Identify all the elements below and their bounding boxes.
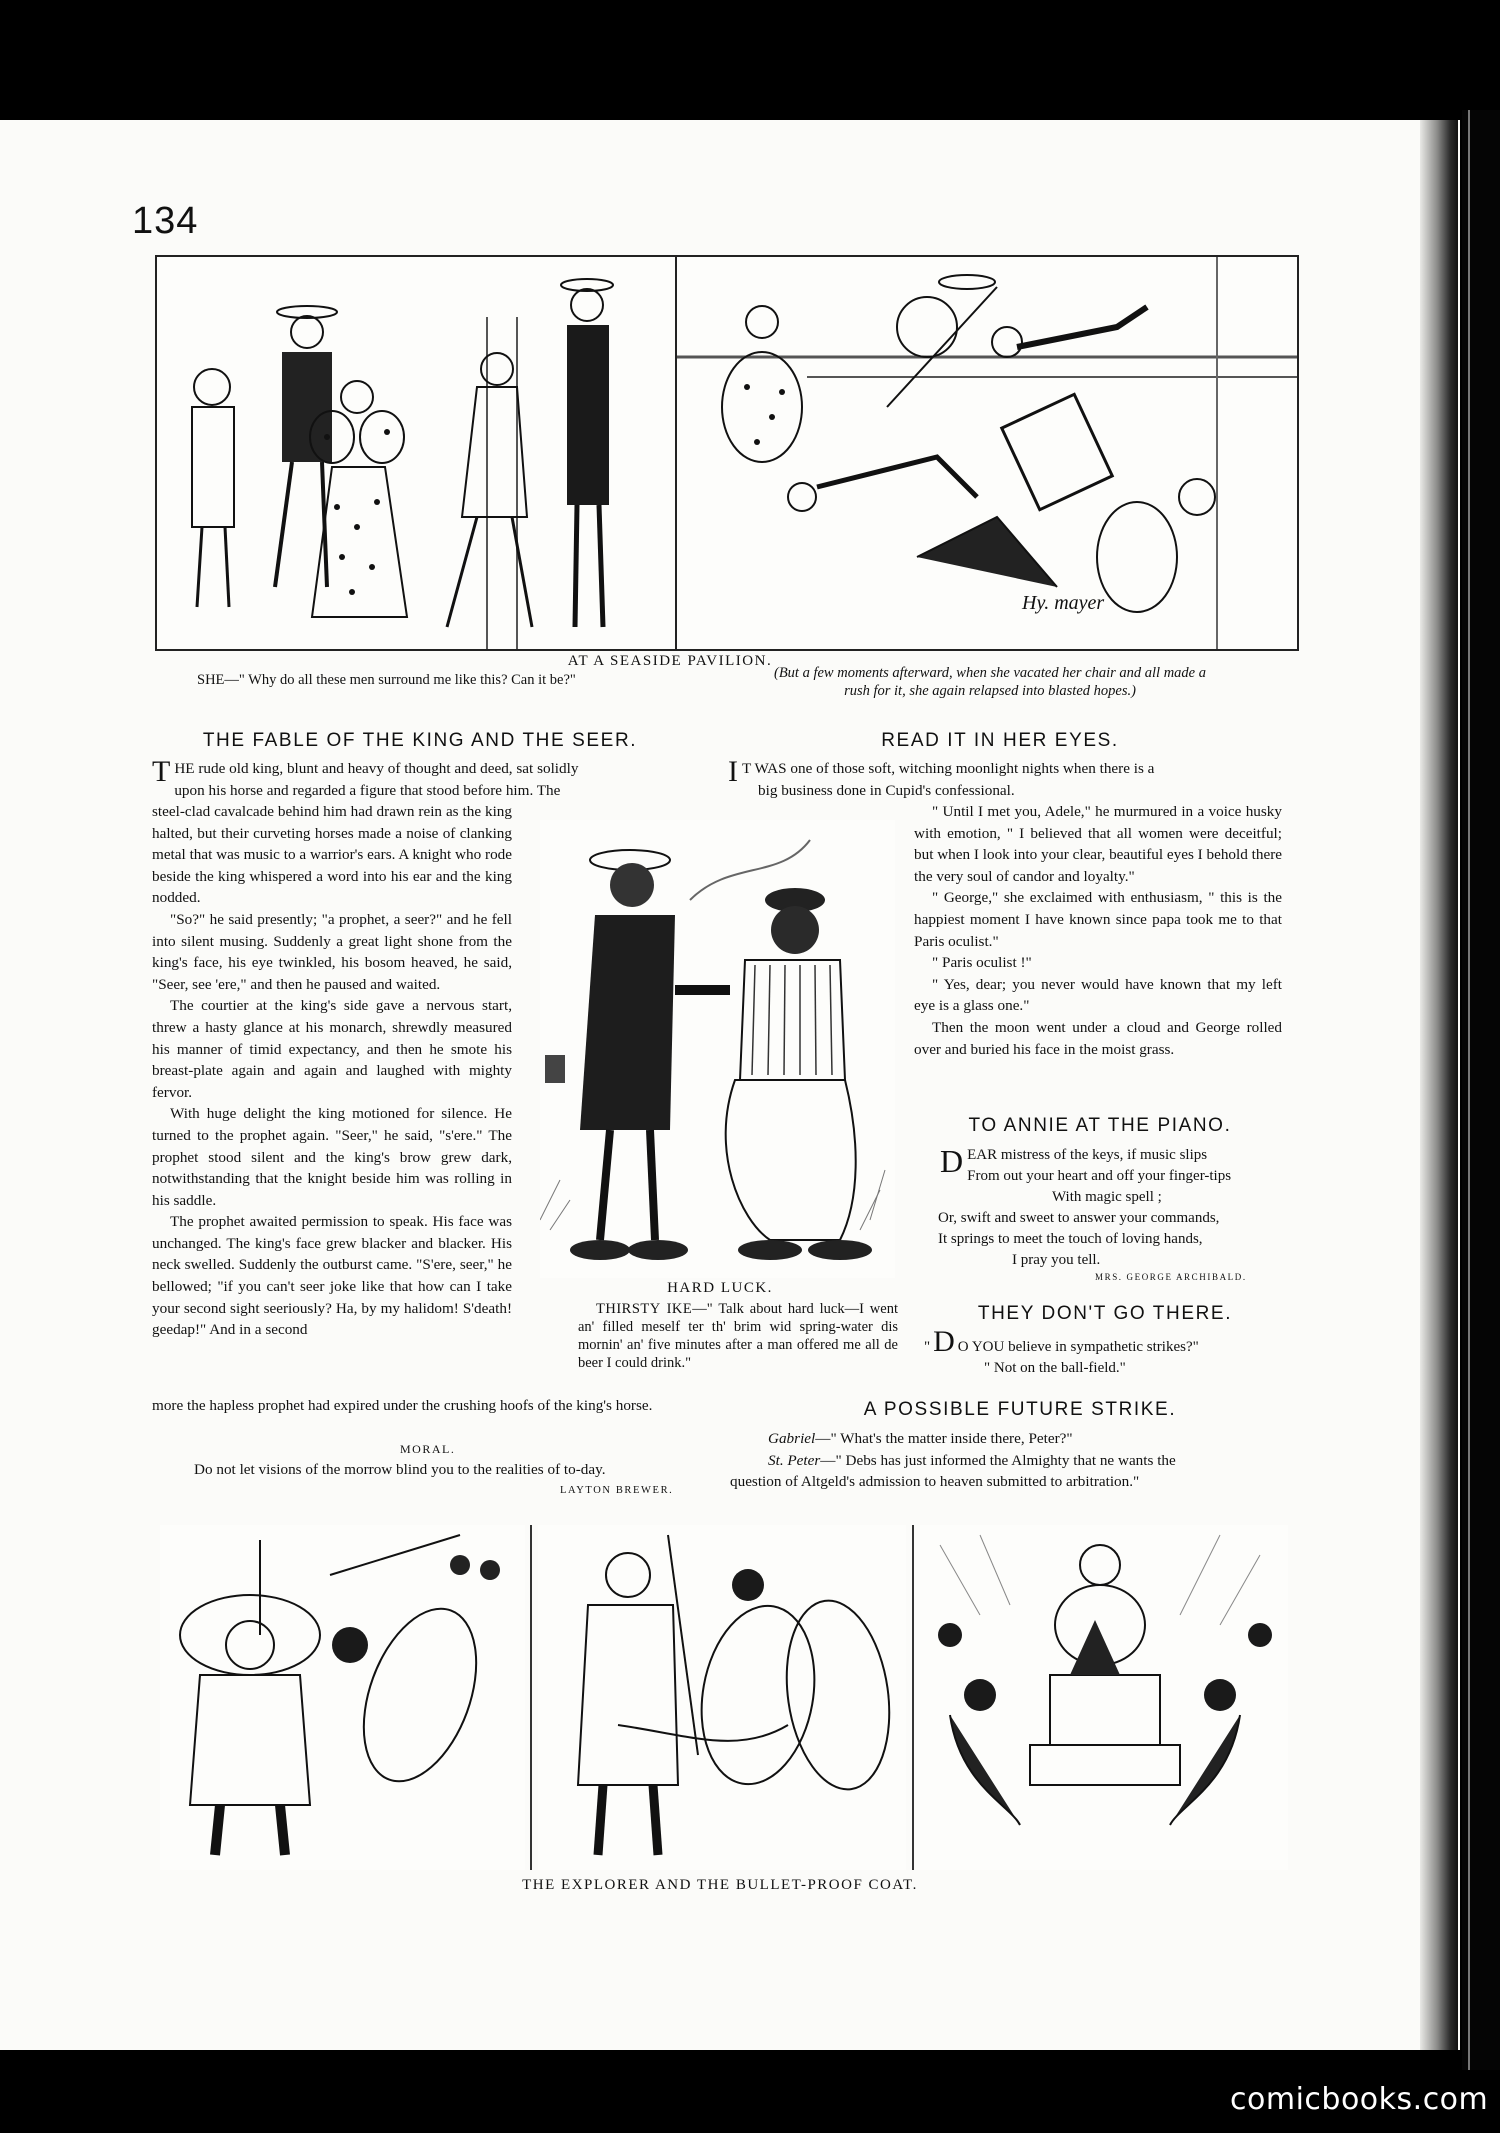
- annie-byline: MRS. GEORGE ARCHIBALD.: [1095, 1272, 1247, 1282]
- annie-line-4: Or, swift and sweet to answer your commands,: [938, 1210, 1220, 1226]
- there-open-quote: ": [924, 1339, 931, 1355]
- annie-line-1: EAR mistress of the keys, if music slips: [967, 1147, 1208, 1163]
- there-heading: THEY DON'T GO THERE.: [977, 1303, 1233, 1324]
- strip-divider-1: [530, 1525, 532, 1870]
- strike-line-1-text: —" What's the matter inside there, Peter?": [815, 1430, 1073, 1447]
- fable-heading: THE FABLE OF THE KING AND THE SEER.: [202, 730, 638, 751]
- fable-lead-first: HE rude old king, blunt and heavy of thought and deed, sat solidly: [174, 760, 579, 777]
- hard-luck-text: —" Talk about hard luck—I went an' filled meself ter th' brim wid spring-water dis mornin' an' five minutes after a man offered me all de beer I could drink.": [578, 1301, 898, 1371]
- explorer-panel-2: [538, 1525, 906, 1870]
- eyes-heading: READ IT IN HER EYES.: [881, 730, 1119, 751]
- strike-text: [730, 1428, 1290, 1493]
- annie-heading: TO ANNIE AT THE PIANO.: [968, 1115, 1232, 1136]
- tramps-drawing: [540, 820, 895, 1278]
- explorer-panel-1-drawing: [160, 1525, 525, 1870]
- fable-moral-text: Do not let visions of the morrow blind you to the realities of to-day.: [194, 1461, 606, 1478]
- explorer-panel-1: [160, 1525, 525, 1870]
- eyes-lead: [728, 755, 1288, 801]
- strike-speaker-2: St. Peter: [768, 1451, 821, 1469]
- seaside-right-caption: [690, 664, 1290, 700]
- page-number: 134: [132, 200, 199, 242]
- eyes-lead-first: T WAS one of those soft, witching moonlight nights when there is a: [742, 760, 1155, 777]
- eyes-paragraph-4: " Yes, dear; you never would have known that my left eye is a glass one.": [914, 975, 1282, 1015]
- seaside-left-caption: SHE—" Why do all these men surround me like this? Can it be?": [197, 672, 576, 688]
- seaside-right-caption-line2: rush for it, she again relapsed into blasted hopes.): [844, 683, 1136, 699]
- strike-line-2-text: —" Debs has just informed the Almighty that ne wants the: [820, 1451, 1176, 1469]
- there-text: [924, 1325, 1284, 1379]
- eyes-dropcap: I: [728, 755, 738, 788]
- explorer-panel-3: [920, 1525, 1288, 1870]
- seaside-illustration-right: [675, 255, 1299, 651]
- strike-line-3: question of Altgeld's admission to heaven submitted to arbitration.": [730, 1473, 1140, 1491]
- chair-scramble-drawing: [677, 257, 1297, 649]
- hard-luck-title: HARD LUCK.: [667, 1280, 773, 1296]
- annie-poem: [940, 1145, 1280, 1271]
- page-spine-shadow: [1420, 120, 1458, 2050]
- strip-divider-2: [912, 1525, 914, 1870]
- hard-luck-speaker: THIRSTY IKE: [596, 1301, 693, 1317]
- hard-luck-illustration: [540, 820, 895, 1278]
- fable-byline: LAYTON BREWER.: [560, 1485, 674, 1496]
- annie-dropcap: D: [940, 1143, 964, 1179]
- fable-paragraph-5: The prophet awaited permission to speak. His face was unchanged. The king's face grew blacker and blacker. His neck swelled. Suddenly the outburst came. "S'ere, seer," he bellowed; "if you can't seer joke like that how can I take your second sight seeriously? Ha, by my halidom! S'death! geedap!" And in a second: [152, 1213, 512, 1339]
- hard-luck-caption: [578, 1300, 898, 1372]
- seaside-right-caption-line1: (But a few moments afterward, when she vacated her chair and all made a: [774, 665, 1206, 681]
- strike-line-1: [730, 1428, 1290, 1450]
- there-dropcap: D: [933, 1325, 955, 1358]
- seaside-illustration-left: [155, 255, 677, 651]
- next-page-edge: [1462, 110, 1500, 2070]
- strike-speaker-1: Gabriel: [768, 1430, 816, 1447]
- there-line-1: [924, 1325, 1284, 1358]
- eyes-paragraph-1: " Until I met you, Adele," he murmured in a voice husky with emotion, " I believed that all women were deceitful; but when I look into your clear, beautiful eyes I behold there the very soul of candor and loyalty.": [914, 803, 1282, 885]
- fable-dropcap: T: [152, 755, 171, 788]
- fable-lead-second: upon his horse and regarded a figure that stood before him. The: [174, 781, 561, 799]
- fable-paragraph-4: With huge delight the king motioned for silence. He turned to the prophet again. "Seer," he said, "s'ere." The prophet stood silent and the king's brow grew dark, notwithstanding that the knight beside him was rolling in his saddle.: [152, 1105, 512, 1209]
- annie-line-2: From out your heart and off your finger-tips: [967, 1168, 1232, 1184]
- fable-paragraph-3: The courtier at the king's side gave a nervous start, threw a hasty glance at his monarch, shrewdly measured his manner of timid expectancy, and then he smote his breast-plate again and again and laughed with mighty fervor.: [152, 997, 512, 1101]
- fable-paragraph-2: "So?" he said presently; "a prophet, a seer?" and he fell into silent musing. Suddenly a great light shone from the king's face, his eye twinkled, his bosom heaved, he said, "Seer, see 'ere," and then he paused and waited.: [152, 910, 512, 993]
- strike-line-2: [730, 1450, 1290, 1472]
- explorer-panel-2-drawing: [538, 1525, 906, 1870]
- strike-heading: A POSSIBLE FUTURE STRIKE.: [863, 1399, 1177, 1420]
- site-watermark: comicbooks.com: [1230, 2082, 1489, 2117]
- annie-line-5: It springs to meet the touch of loving hands,: [938, 1231, 1203, 1247]
- fable-paragraph-1: steel-clad cavalcade behind him had drawn rein as the king halted, but their curveting horses made a noise of clanking metal that was music to a warrior's ears. A knight who rode beside the king whispered a word into his ear and the king nodded.: [152, 803, 512, 907]
- eyes-body: [914, 801, 1282, 1060]
- fable-moral-label: MORAL.: [400, 1442, 456, 1456]
- artist-signature: Hy. mayer: [1022, 592, 1105, 614]
- there-line-1-text: O YOU believe in sympathetic strikes?": [957, 1339, 1199, 1355]
- eyes-lead-second: big business done in Cupid's confessional.: [758, 781, 1015, 799]
- explorer-title: THE EXPLORER AND THE BULLET-PROOF COAT.: [522, 1877, 918, 1893]
- eyes-paragraph-2: " George," she exclaimed with enthusiasm, " this is the happiest moment I have known since papa took me to that Paris oculist.": [914, 889, 1282, 950]
- annie-line-3: With magic spell ;: [1052, 1189, 1162, 1205]
- fable-body: [152, 801, 512, 1341]
- fable-paragraph-6: more the hapless prophet had expired under the crushing hoofs of the king's horse.: [152, 1397, 653, 1414]
- seaside-people-drawing: [157, 257, 677, 649]
- there-line-2: " Not on the ball-field.": [984, 1360, 1126, 1376]
- explorer-panel-3-drawing: [920, 1525, 1288, 1870]
- fable-lead: [152, 755, 704, 801]
- annie-line-6: I pray you tell.: [1012, 1252, 1101, 1268]
- eyes-paragraph-5: Then the moon went under a cloud and George rolled over and buried his face in the moist grass.: [914, 1018, 1282, 1058]
- seaside-title: AT A SEASIDE PAVILION.: [567, 653, 773, 669]
- fable-ending: [152, 1395, 710, 1417]
- eyes-paragraph-3: " Paris oculist !": [932, 954, 1032, 972]
